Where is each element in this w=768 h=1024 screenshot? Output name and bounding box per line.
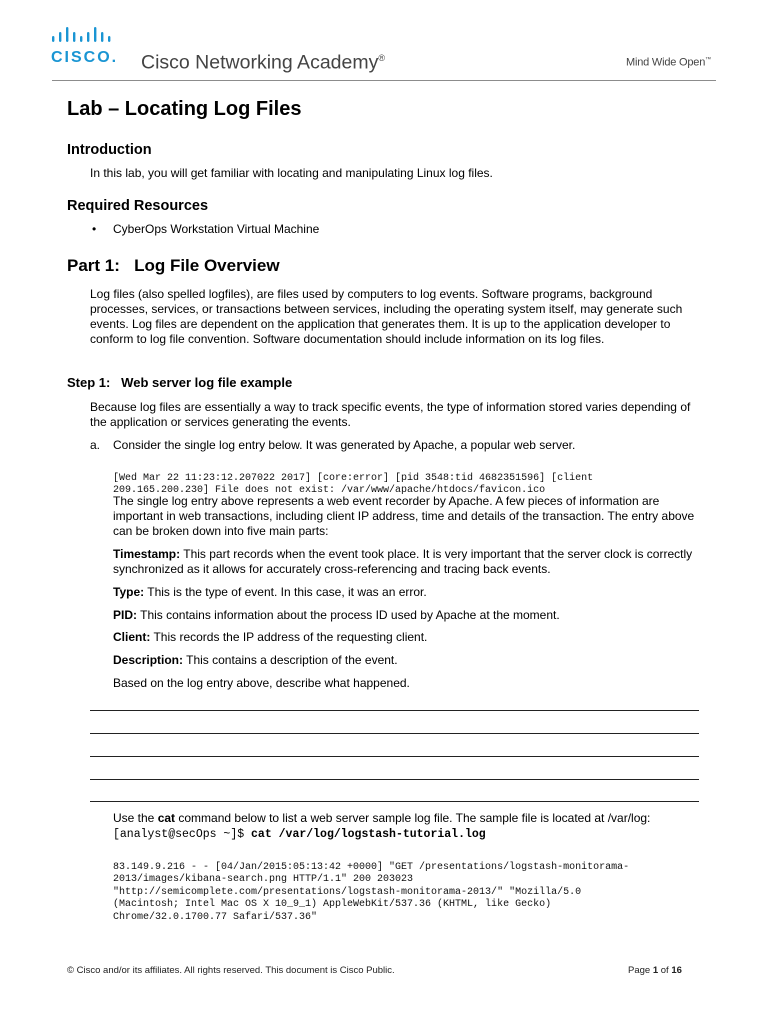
copyright-text: © Cisco and/or its affiliates. All rights reserved. This document is Cisco Public. [67,965,395,976]
shell-command: [analyst@secOps ~]$ cat /var/log/logstash-tutorial.log [113,828,486,841]
answer-line[interactable] [90,779,699,780]
output-line: 83.149.9.216 - - [04/Jan/2015:05:13:42 +0000] "GET /presentations/logstash-monitorama- [113,861,630,873]
academy-name: Cisco Networking Academy® [141,51,385,74]
output-line: (Macintosh; Intel Mac OS X 10_9_1) AppleWebKit/537.36 (KHTML, like Gecko) [113,899,552,910]
header-divider [52,80,716,81]
timestamp-desc: Timestamp: This part records when the event took place. It is very important that the server clock is correctly synchronized as it allows for accurately cross-referencing and tracing back events. [113,547,693,576]
page-title: Lab – Locating Log Files [67,98,302,120]
step1-intro: Because log files are essentially a way to track specific events, the type of information stored varies depending of the application or services generating the events. [90,400,691,429]
type-desc: Type: This is the type of event. In this case, it was an error. [113,585,427,599]
client-desc: Client: This records the IP address of the requesting client. [113,630,428,644]
log-line: [Wed Mar 22 11:23:12.207022 2017] [core:error] [pid 3548:tid 4682351596] [client [113,472,594,484]
answer-line[interactable] [90,756,699,757]
answer-line[interactable] [90,710,699,711]
tagline: Mind Wide Open™ [626,56,711,69]
log-line: 209.165.200.230] File does not exist: /var/www/apache/htdocs/favicon.ico [113,485,546,496]
resources-heading: Required Resources [67,198,209,214]
cisco-wordmark: CISCO. [51,49,119,66]
description-desc: Description: This contains a description of the event. [113,653,398,667]
log-output [113,849,629,937]
pid-desc: PID: This contains information about the process ID used by Apache at the moment. [113,608,560,622]
bullet: • [92,222,97,236]
step1-heading: Step 1: Web server log file example [67,375,293,390]
question-text: Based on the log entry above, describe what happened. [113,676,410,690]
part1-heading: Part 1: Log File Overview [67,256,280,275]
page-number: Page 1 of 16 [628,965,682,976]
cisco-bars-logo [52,27,120,47]
output-line: 2013/images/kibana-search.png HTTP/1.1" 200 203023 [113,874,414,885]
output-line: "http://semicomplete.com/presentations/logstash-monitorama-2013/" "Mozilla/5.0 [113,886,582,898]
answer-line[interactable] [90,733,699,734]
item-a-label: a. [90,438,101,452]
cat-instruction: Use the cat command below to list a web server sample log file. The sample file is located at /var/log: [113,811,651,825]
explain-text: The single log entry above represents a web event recorder by Apache. A few pieces of information are important in web transactions, including client IP address, time and details of the transaction. The entry above can be broken down into five main parts: [113,494,695,538]
item-a-text: Consider the single log entry below. It was generated by Apache, a popular web server. [113,438,576,452]
part1-text: Log files (also spelled logfiles), are files used by computers to log events. Software programs, background processes, services, or transactions between services, including the operating system itself, may generate such events. Log files are dependent on the application that generates them. It is up to the application developer to conform to log file convention. Software documentation should include information on its log files. [90,287,683,346]
introduction-text: In this lab, you will get familiar with locating and manipulating Linux log files. [90,166,493,180]
introduction-heading: Introduction [67,142,152,158]
resource-item: CyberOps Workstation Virtual Machine [113,222,320,236]
output-line: Chrome/32.0.1700.77 Safari/537.36" [113,911,318,923]
answer-line[interactable] [90,801,699,802]
